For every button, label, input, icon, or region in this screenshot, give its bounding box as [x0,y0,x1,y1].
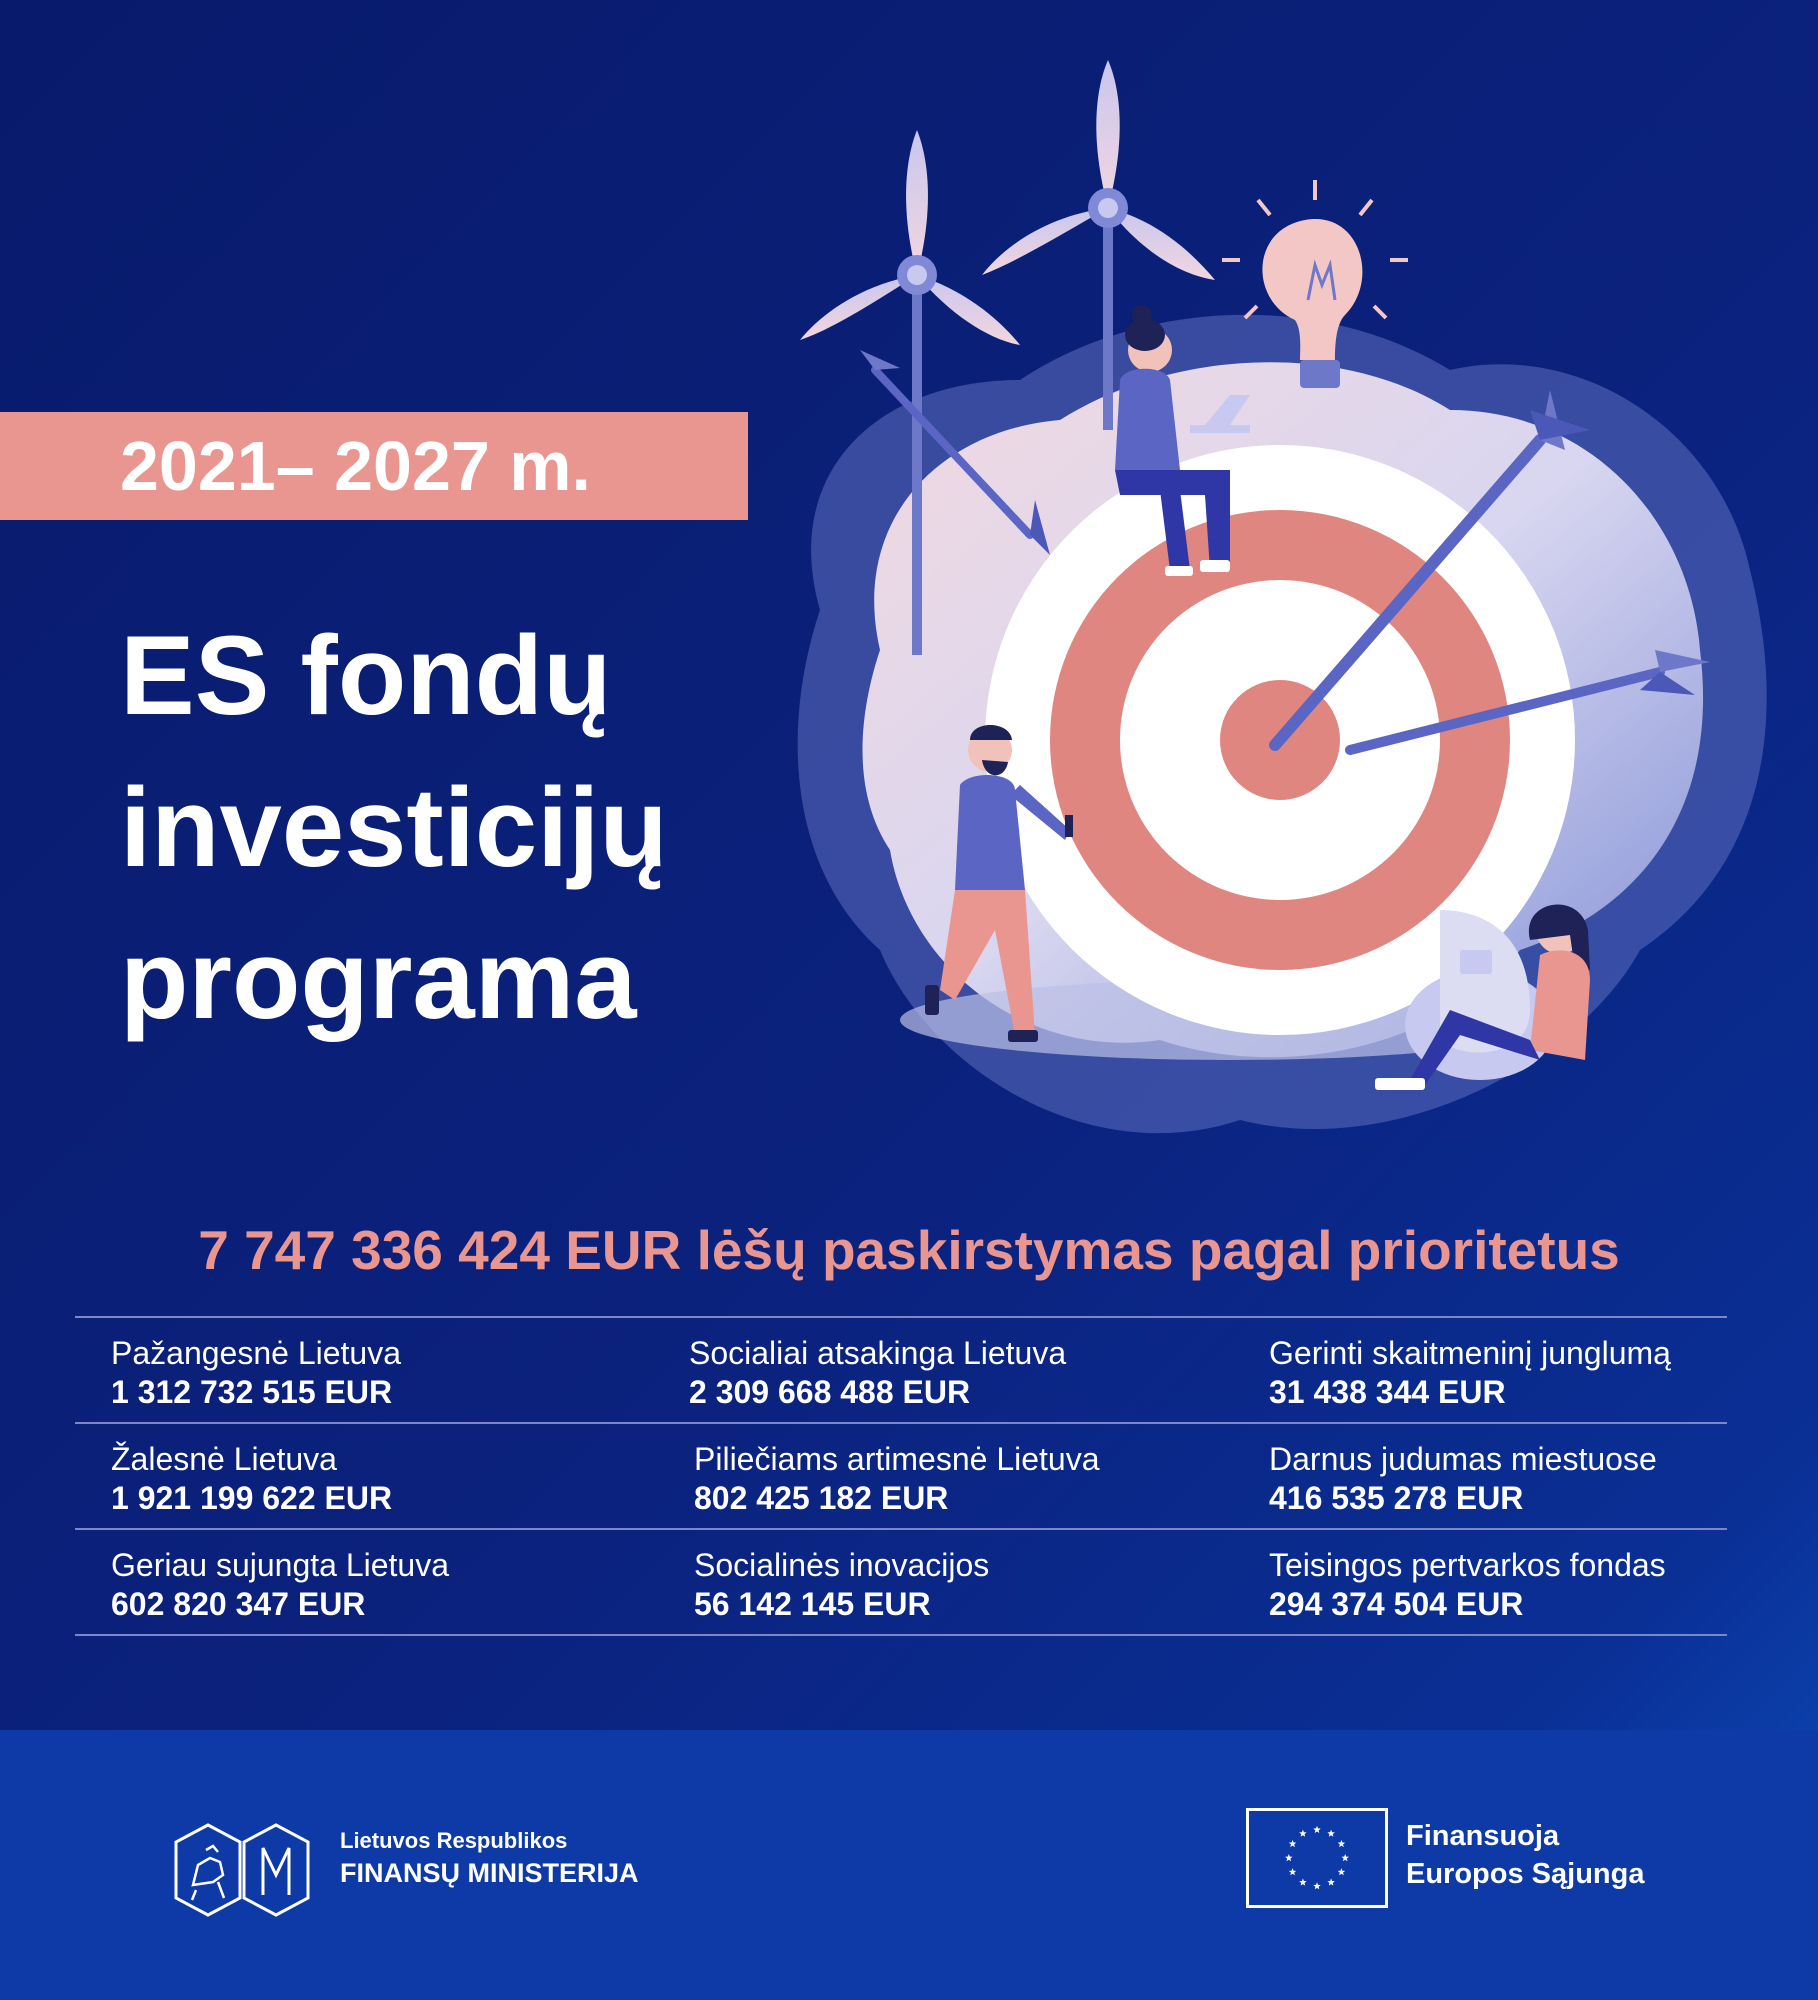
priority-amount: 294 374 504 EUR [1269,1586,1524,1622]
year-banner [0,412,748,520]
priority-cell [111,1334,401,1412]
eu-flag-icon [1246,1808,1388,1908]
eu-star-icon [1327,1878,1335,1885]
priority-name: Geriau sujungta Lietuva [111,1547,449,1583]
eu-star-icon [1313,1826,1321,1833]
priorities-table [75,1316,1727,1636]
target-illustration [760,50,1780,1190]
priority-name: Darnus judumas miestuose [1269,1441,1657,1477]
priority-name: Piliečiams artimesnė Lietuva [694,1441,1100,1477]
priority-name: Socialiai atsakinga Lietuva [689,1335,1067,1371]
eu-star-icon [1299,1878,1307,1885]
eu-star-icon [1338,1840,1346,1847]
title-line-3: programa [120,917,637,1042]
priority-amount: 802 425 182 EUR [694,1480,949,1516]
table-row [75,1422,1727,1528]
page-title [120,600,840,1056]
priority-cell [694,1440,1100,1518]
ministry-name-line1: Lietuvos Respublikos [340,1828,568,1853]
priority-name: Pažangesnė Lietuva [111,1335,401,1371]
eu-star-icon [1289,1840,1297,1847]
eu-star-icon [1313,1882,1321,1889]
year-range: 2021– 2027 m. [120,427,591,505]
priority-name: Žalesnė Lietuva [111,1441,337,1477]
table-row [75,1528,1727,1636]
priority-cell [111,1440,392,1518]
eu-star-icon [1285,1854,1293,1861]
eu-star-icon [1299,1830,1307,1837]
priority-amount: 2 309 668 488 EUR [689,1374,971,1410]
eu-star-icon [1289,1868,1297,1875]
priority-amount: 416 535 278 EUR [1269,1480,1524,1516]
priority-name: Gerinti skaitmeninį junglumą [1269,1335,1671,1371]
priority-cell [1269,1334,1671,1412]
priority-name: Teisingos pertvarkos fondas [1269,1547,1666,1583]
priority-name: Socialinės inovacijos [694,1547,990,1583]
table-row [75,1316,1727,1422]
eu-funding-line2: Europos Sąjunga [1406,1858,1645,1890]
priority-cell [1269,1440,1657,1518]
ministry-name-line2: FINANSŲ MINISTERIJA [340,1858,639,1888]
priority-amount: 1 312 732 515 EUR [111,1374,393,1410]
priority-cell [1269,1546,1666,1624]
eu-star-icon [1341,1854,1349,1861]
priority-cell [694,1546,989,1624]
ministry-logo-icon [168,1820,318,1920]
title-line-1: ES fondų [120,613,612,738]
priority-amount: 602 820 347 EUR [111,1586,366,1622]
allocation-headline: 7 747 336 424 EUR lėšų paskirstymas pagal prioritetus [198,1219,1620,1281]
priority-amount: 31 438 344 EUR [1269,1374,1506,1410]
title-line-2: investicijų [120,765,668,890]
priority-amount: 56 142 145 EUR [694,1586,931,1622]
eu-star-icon [1338,1868,1346,1875]
eu-star-icon [1327,1830,1335,1837]
eu-funding-line1: Finansuoja [1406,1820,1560,1852]
priority-cell [111,1546,449,1624]
priority-cell [689,1334,1066,1412]
priority-amount: 1 921 199 622 EUR [111,1480,393,1516]
